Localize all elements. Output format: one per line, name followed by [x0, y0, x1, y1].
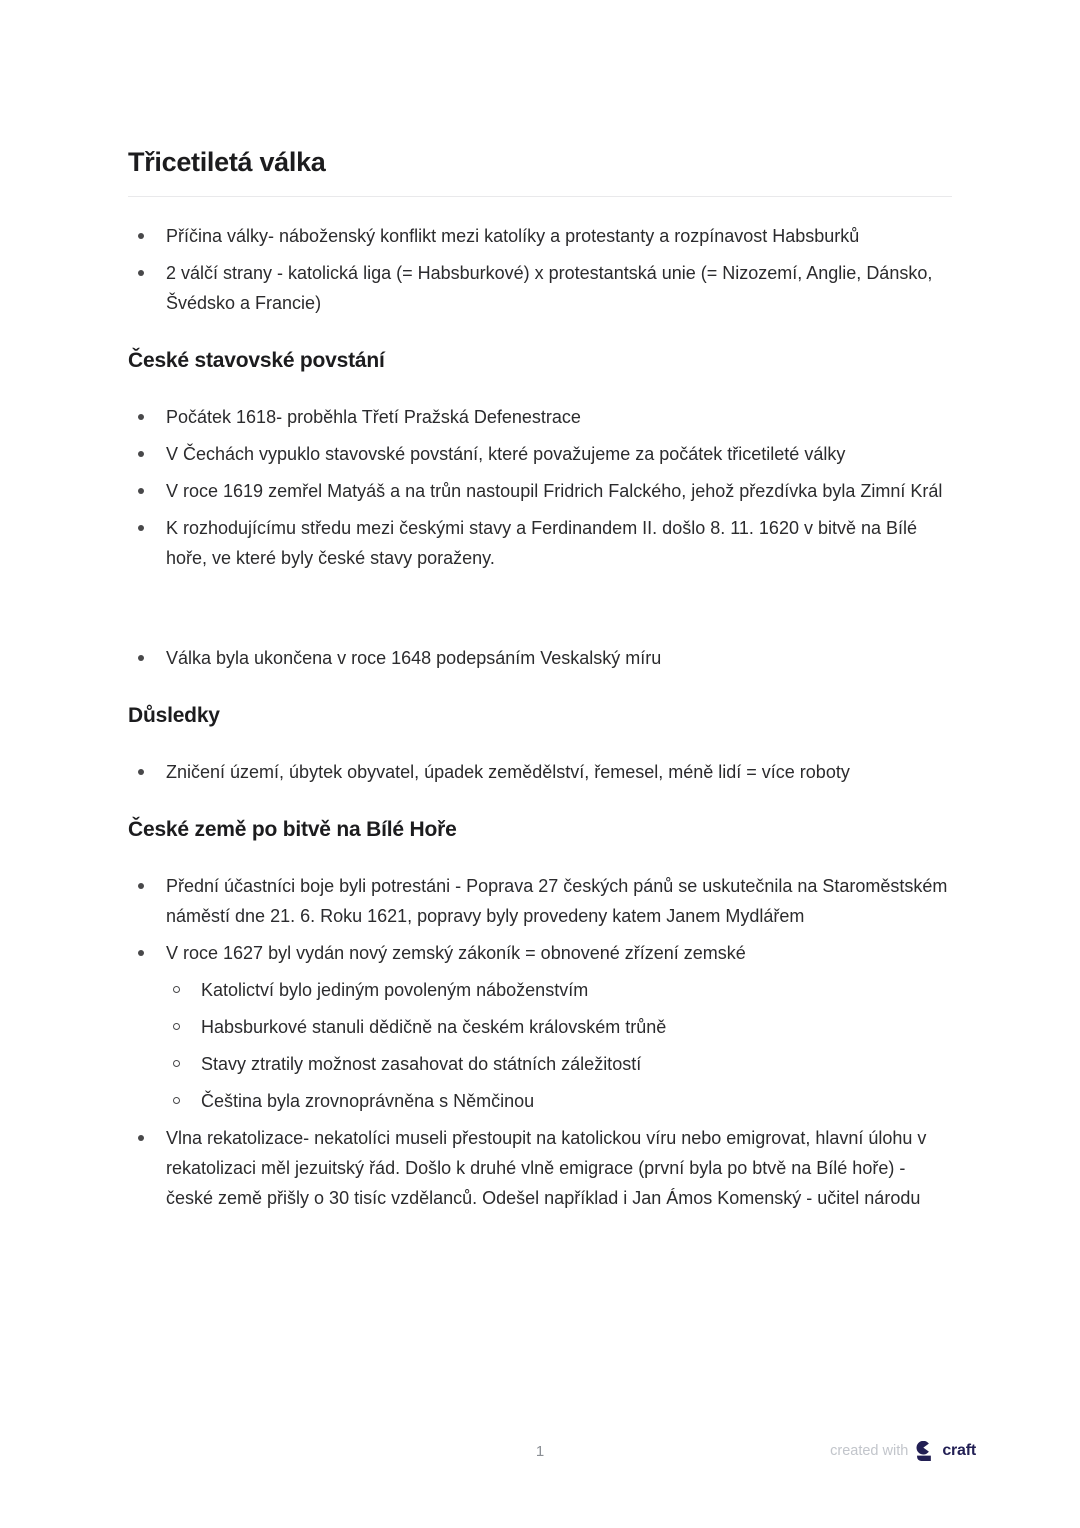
- sub-list-item: [128, 1086, 952, 1116]
- list-item: [128, 1123, 952, 1213]
- empty-paragraph-space: [128, 580, 952, 643]
- bullet-text: K rozhodujícímu středu mezi českými stavy a Ferdinandem II. došlo 8. 11. 1620 v bitvě na Bílé hoře, ve které byly české stavy poraženy.: [166, 518, 918, 568]
- bullet-icon: [138, 414, 144, 420]
- sub-bullet-icon: [173, 1097, 180, 1104]
- section-list: [128, 871, 952, 1213]
- title-divider: [128, 196, 952, 197]
- list-item: [128, 871, 952, 931]
- list-item: [128, 938, 952, 968]
- bullet-text: V Čechách vypuklo stavovské povstání, které považujeme za počátek třicetileté války: [166, 444, 846, 464]
- bullet-icon: [138, 769, 144, 775]
- bullet-icon: [138, 655, 144, 661]
- created-with-craft-badge[interactable]: [830, 1441, 976, 1461]
- list-item: [128, 221, 952, 251]
- page-footer: [0, 1441, 1080, 1471]
- page-number: 1: [535, 1443, 545, 1460]
- bullet-icon: [138, 270, 144, 276]
- section-heading-ceske-zeme-po-bitve: České země po bitvě na Bílé Hoře: [128, 818, 457, 841]
- intro-list: [128, 221, 952, 318]
- bullet-text: Válka byla ukončena v roce 1648 podepsáním Veskalský míru: [166, 648, 662, 668]
- bullet-text: Příčina války- náboženský konflikt mezi katolíky a protestanty a rozpínavost Habsburků: [166, 226, 860, 246]
- bullet-icon: [138, 488, 144, 494]
- section-heading-ceske-stavovske-povstani: České stavovské povstání: [128, 349, 385, 372]
- list-item: [128, 643, 952, 673]
- section-list: [128, 402, 952, 573]
- bullet-text: Zničení území, úbytek obyvatel, úpadek zemědělství, řemesel, méně lidí = více roboty: [166, 762, 850, 782]
- created-with-label: created with: [830, 1443, 909, 1459]
- craft-brand-name: craft: [942, 1442, 976, 1459]
- list-item: [128, 476, 952, 506]
- bullet-text: V roce 1627 byl vydán nový zemský zákoník = obnovené zřízení zemské: [166, 943, 746, 963]
- section-list: [128, 757, 952, 787]
- section-list-continued: [128, 643, 952, 673]
- bullet-text: Stavy ztratily možnost zasahovat do státních záležitostí: [201, 1054, 642, 1074]
- list-item: [128, 439, 952, 469]
- bullet-text: Vlna rekatolizace- nekatolíci museli přestoupit na katolickou víru nebo emigrovat, hlavní úlohu v rekatolizaci měl jezuitský řád. Došlo k druhé vlně emigrace (první byla po btvě na Bílé hoře) - české země přišly o 30 tisíc vzdělanců. Odešel například i Jan Ámos Komenský - učitel národu: [166, 1128, 927, 1208]
- bullet-text: Přední účastníci boje byli potrestáni - Poprava 27 českých pánů se uskutečnila na Staroměstském náměstí dne 21. 6. Roku 1621, popravy byly provedeny katem Janem Mydlářem: [166, 876, 948, 926]
- sub-list-item: [128, 975, 952, 1005]
- bullet-icon: [138, 233, 144, 239]
- bullet-text: 2 válčí strany - katolická liga (= Habsburkové) x protestantská unie (= Nizozemí, Anglie, Dánsko, Švédsko a Francie): [166, 263, 933, 313]
- list-item: [128, 258, 952, 318]
- bullet-icon: [138, 1135, 144, 1141]
- list-item: [128, 402, 952, 432]
- sub-bullet-icon: [173, 1023, 180, 1030]
- bullet-text: Čeština byla zrovnoprávněna s Němčinou: [201, 1091, 535, 1111]
- craft-logo-icon: [915, 1441, 935, 1461]
- sub-list-item: [128, 1049, 952, 1079]
- list-item: [128, 513, 952, 573]
- page-title: Třicetiletá válka: [128, 147, 326, 177]
- bullet-icon: [138, 950, 144, 956]
- bullet-text: Habsburkové stanuli dědičně na českém královském trůně: [201, 1017, 667, 1037]
- bullet-icon: [138, 525, 144, 531]
- bullet-text: Katolictví bylo jediným povoleným náboženstvím: [201, 980, 589, 1000]
- section-heading-dusledky: Důsledky: [128, 704, 220, 727]
- sub-bullet-icon: [173, 1060, 180, 1067]
- bullet-text: V roce 1619 zemřel Matyáš a na trůn nastoupil Fridrich Falckého, jehož přezdívka byla Zimní Král: [166, 481, 943, 501]
- bullet-icon: [138, 451, 144, 457]
- sub-list-item: [128, 1012, 952, 1042]
- document-content: [128, 0, 952, 1220]
- sub-bullet-icon: [173, 986, 180, 993]
- bullet-icon: [138, 883, 144, 889]
- bullet-text: Počátek 1618- proběhla Třetí Pražská Defenestrace: [166, 407, 581, 427]
- list-item: [128, 757, 952, 787]
